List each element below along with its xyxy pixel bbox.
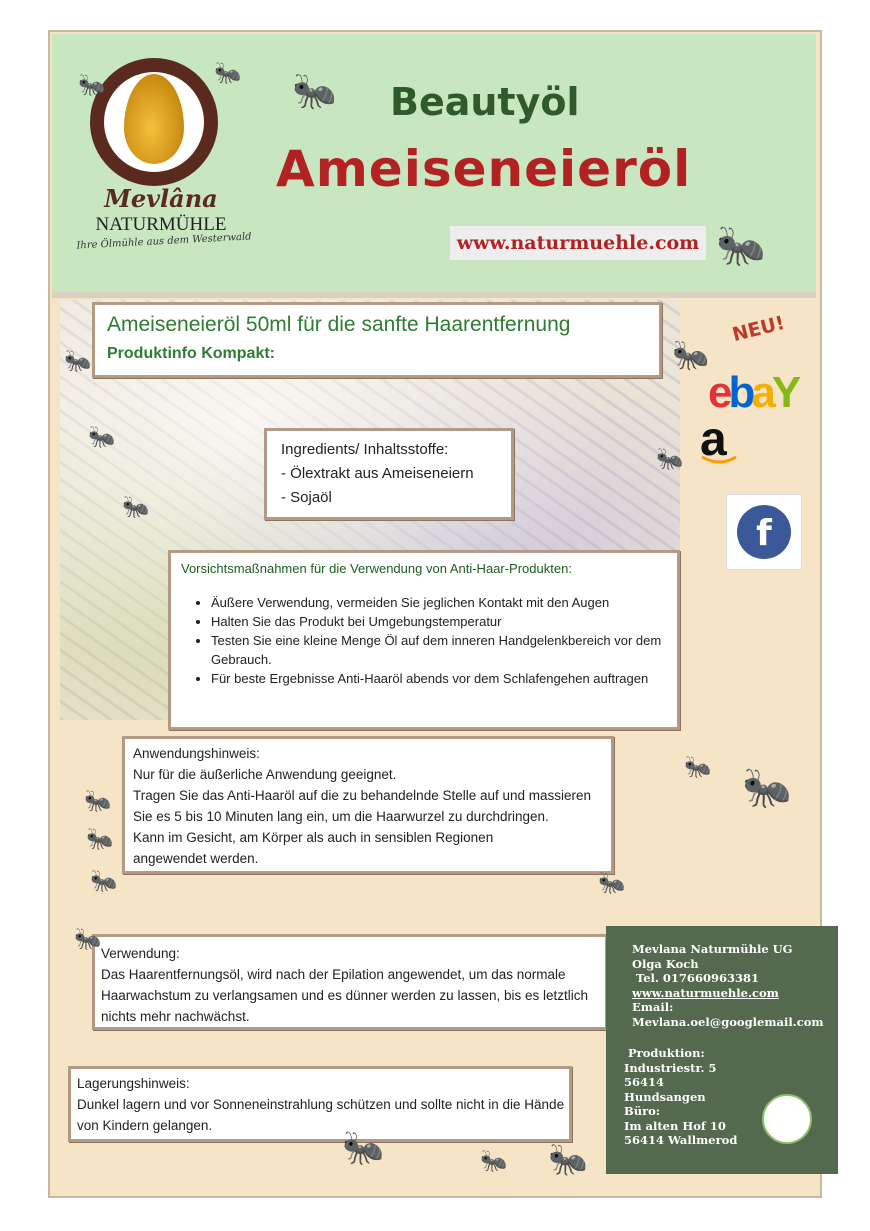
ant-icon: 🐜 [342, 1129, 385, 1167]
ant-icon: 🐜 [598, 870, 626, 895]
application-line: Tragen Sie das Anti-Haaröl auf die zu behandelnde Stelle auf und massieren Sie es 5 bis 10 Minuten lang ein, um die Haarwurzel zu durchdringen. [133, 788, 592, 824]
logo-name: NATURMÜHLE [95, 214, 227, 235]
production-label: Produktion: [628, 1046, 705, 1060]
office-street: Im alten Hof 10 [624, 1118, 726, 1133]
storage-text: Dunkel lagern und vor Sonneneinstrahlung schützen und sollte nicht in die Hände von Kindern gelangen. [77, 1097, 565, 1133]
precaution-item: • Testen Sie eine kleine Menge Öl auf dem inneren Handgelenkbereich vor dem Gebrauch. [211, 631, 691, 669]
website-link[interactable]: www.naturmuehle.com [450, 226, 706, 260]
production-street: Industriestr. 5 [624, 1060, 717, 1075]
precaution-item: • Halten Sie das Produkt bei Umgebungstemperatur [211, 612, 691, 631]
ant-icon: 🐜 [742, 766, 792, 810]
application-line: Nur für die äußerliche Anwendung geeignet. [133, 767, 397, 782]
ebay-e: e [708, 368, 729, 417]
application-line: Kann im Gesicht, am Körper als auch in sensiblen Regionen angewendet werden. [133, 830, 494, 866]
contact-email[interactable]: Mevlana.oel@googlemail.com [632, 1014, 824, 1029]
precautions-list [181, 593, 691, 688]
office-label: Büro: [624, 1104, 661, 1118]
precaution-item: • Für beste Ergebnisse Anti-Haaröl abends vor dem Schlafengehen auftragen [211, 669, 691, 688]
ant-icon: 🐜 [64, 348, 92, 373]
ingredient-item: - Sojaöl [281, 489, 332, 506]
ant-icon: 🐜 [292, 70, 337, 111]
subtitle: Beautyöl [390, 80, 580, 124]
ant-icon: 🐜 [84, 788, 112, 813]
logo-brand: Mevlâna [104, 184, 218, 213]
ant-icon: 🐜 [548, 1141, 588, 1177]
precautions-title: Vorsichtsmaßnahmen für die Verwendung von Anti-Haar-Produkten: [181, 561, 572, 576]
facebook-f: f [756, 513, 772, 554]
storage-box [68, 1066, 572, 1142]
company-name: Mevlana Naturmühle UG [632, 942, 793, 956]
ebay-b: b [728, 368, 752, 417]
ant-icon: 🐜 [480, 1148, 508, 1173]
storage-title: Lagerungshinweis: [77, 1076, 190, 1091]
contact-phone: Tel. 017660963381 [636, 971, 759, 985]
contact-box [606, 926, 838, 1174]
application-box [122, 736, 614, 874]
contact-website[interactable]: www.naturmuehle.com [632, 985, 779, 1000]
ant-icon: 🐜 [672, 339, 710, 372]
precaution-item: • Äußere Verwendung, vermeiden Sie jeglichen Kontakt mit den Augen [211, 593, 691, 612]
production-zip: 56414 [624, 1075, 665, 1089]
ant-icon: 🐜 [214, 60, 242, 85]
contact-person: Olga Koch [632, 956, 699, 971]
ant-icon: 🐜 [656, 446, 684, 471]
application-title: Anwendungshinweis: [133, 746, 260, 761]
usage-text: Das Haarentfernungsöl, wird nach der Epilation angewendet, um das normale Haarwachstum zu verlangsamen und es dünner werden zu lassen, bis es letztlich nichts mehr nachwächst. [101, 967, 589, 1024]
ebay-logo[interactable] [708, 368, 797, 418]
new-badge: NEU! [730, 311, 787, 347]
ebay-y: Y [771, 368, 798, 417]
amazon-logo[interactable] [700, 412, 740, 468]
ingredients-title: Ingredients/ Inhaltsstoffe: [281, 441, 449, 458]
ant-icon: 🐜 [86, 826, 114, 851]
usage-box [92, 934, 608, 1030]
ingredients-box [264, 428, 514, 520]
amazon-a: a [700, 413, 727, 466]
precautions-box [168, 550, 680, 730]
production-city: Hundsangen [624, 1089, 706, 1104]
logo-slogan: Ihre Ölmühle aus dem Westerwald [76, 231, 252, 252]
natural-seal-icon [762, 1094, 812, 1144]
usage-title: Verwendung: [101, 946, 180, 961]
ant-icon: 🐜 [684, 754, 712, 779]
office-city: 56414 Wallmerod [624, 1133, 738, 1147]
ebay-a: a [751, 368, 772, 417]
product-heading-box [92, 302, 662, 378]
page-title: Ameiseneieröl [276, 140, 692, 198]
ant-icon: 🐜 [122, 494, 150, 519]
ant-icon: 🐜 [90, 868, 118, 893]
email-label: Email: [632, 1000, 674, 1014]
amazon-smile-icon [700, 454, 740, 468]
facebook-tile[interactable] [726, 494, 802, 570]
ant-icon: 🐜 [716, 224, 766, 268]
product-subheading: Produktinfo Kompakt: [107, 345, 275, 362]
ant-icon: 🐜 [88, 424, 116, 449]
product-heading: Ameiseneieröl 50ml für die sanfte Haarentfernung [107, 313, 571, 336]
ingredient-item: - Ölextrakt aus Ameiseneiern [281, 465, 474, 482]
ant-icon: 🐜 [78, 72, 106, 97]
facebook-icon [737, 505, 791, 559]
ant-icon: 🐜 [74, 926, 102, 951]
